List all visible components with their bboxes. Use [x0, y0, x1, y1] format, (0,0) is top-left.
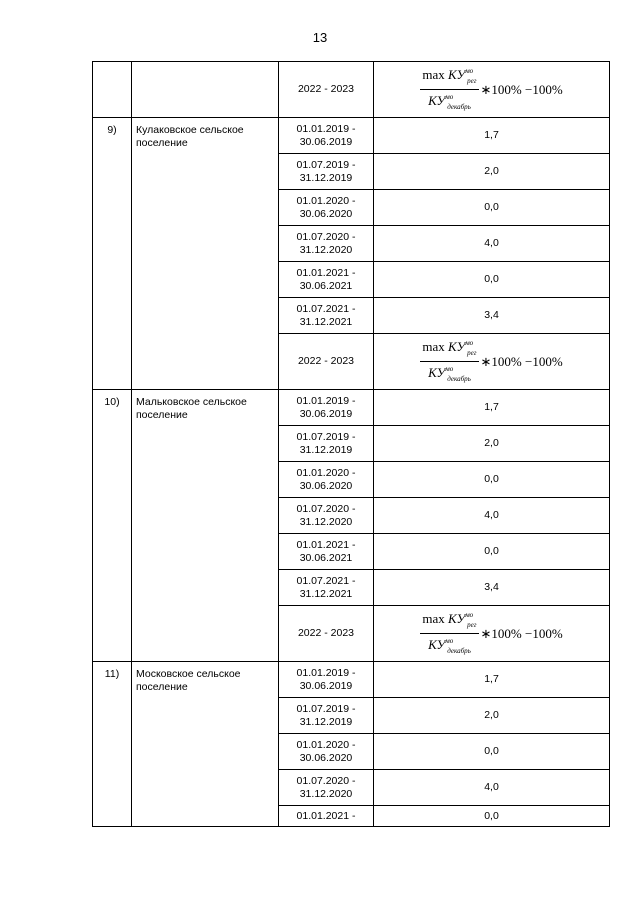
period-cell: 2022 - 2023	[279, 62, 374, 118]
value-cell: 0,0	[374, 534, 610, 570]
period-cell: 01.07.2021 - 31.12.2021	[279, 570, 374, 606]
period-cell: 2022 - 2023	[279, 334, 374, 390]
period-cell: 01.01.2020 - 30.06.2020	[279, 190, 374, 226]
formula-cell	[374, 606, 610, 662]
row-number: 10)	[93, 390, 132, 662]
period-cell: 01.07.2019 - 31.12.2019	[279, 698, 374, 734]
formula-cell	[374, 334, 610, 390]
period-cell: 01.07.2020 - 31.12.2020	[279, 498, 374, 534]
value-cell: 4,0	[374, 498, 610, 534]
value-cell: 0,0	[374, 734, 610, 770]
table-row	[93, 390, 610, 426]
value-cell: 0,0	[374, 262, 610, 298]
growth-formula: $\frac{\max КУ^{мо}_{рег}}{КУ^{мо}_{декабрь}}$ ∗100% −100%	[422, 339, 563, 383]
row-number: 9)	[93, 118, 132, 390]
period-cell: 01.01.2019 - 30.06.2019	[279, 118, 374, 154]
value-cell: 1,7	[374, 390, 610, 426]
value-cell: 0,0	[374, 806, 610, 827]
value-cell: 0,0	[374, 190, 610, 226]
value-cell: 4,0	[374, 226, 610, 262]
settlement-name: Московское сельское поселение	[132, 662, 279, 827]
settlement-name: Мальковское сельское поселение	[132, 390, 279, 662]
formula-cell	[374, 62, 610, 118]
table-row	[93, 62, 610, 118]
table-row	[93, 662, 610, 698]
page-number: 13	[312, 30, 328, 45]
period-cell: 01.07.2021 - 31.12.2021	[279, 298, 374, 334]
row-number: 11)	[93, 662, 132, 827]
tariff-table	[92, 61, 610, 827]
period-cell: 01.01.2019 - 30.06.2019	[279, 662, 374, 698]
period-cell: 01.01.2020 - 30.06.2020	[279, 734, 374, 770]
growth-formula: $\frac{\max КУ^{мо}_{рег}}{КУ^{мо}_{декабрь}}$ ∗100% −100%	[422, 611, 563, 655]
value-cell: 3,4	[374, 570, 610, 606]
number-cell	[93, 62, 132, 118]
period-cell: 01.07.2019 - 31.12.2019	[279, 154, 374, 190]
value-cell: 2,0	[374, 698, 610, 734]
growth-formula: $\frac{\max КУ^{мо}_{рег}}{КУ^{мо}_{декабрь}}$ ∗100% −100%	[422, 67, 563, 111]
value-cell: 1,7	[374, 662, 610, 698]
period-cell: 01.01.2020 - 30.06.2020	[279, 462, 374, 498]
value-cell: 0,0	[374, 462, 610, 498]
value-cell: 2,0	[374, 426, 610, 462]
table-row	[93, 118, 610, 154]
period-cell: 2022 - 2023	[279, 606, 374, 662]
period-cell: 01.07.2019 - 31.12.2019	[279, 426, 374, 462]
value-cell: 3,4	[374, 298, 610, 334]
period-cell: 01.01.2019 - 30.06.2019	[279, 390, 374, 426]
period-cell: 01.01.2021 - 30.06.2021	[279, 534, 374, 570]
period-cell: 01.07.2020 - 31.12.2020	[279, 226, 374, 262]
value-cell: 1,7	[374, 118, 610, 154]
period-cell: 01.07.2020 - 31.12.2020	[279, 770, 374, 806]
period-cell: 01.01.2021 -	[279, 806, 374, 827]
value-cell: 2,0	[374, 154, 610, 190]
period-cell: 01.01.2021 - 30.06.2021	[279, 262, 374, 298]
settlement-name: Кулаковское сельское поселение	[132, 118, 279, 390]
name-cell	[132, 62, 279, 118]
value-cell: 4,0	[374, 770, 610, 806]
